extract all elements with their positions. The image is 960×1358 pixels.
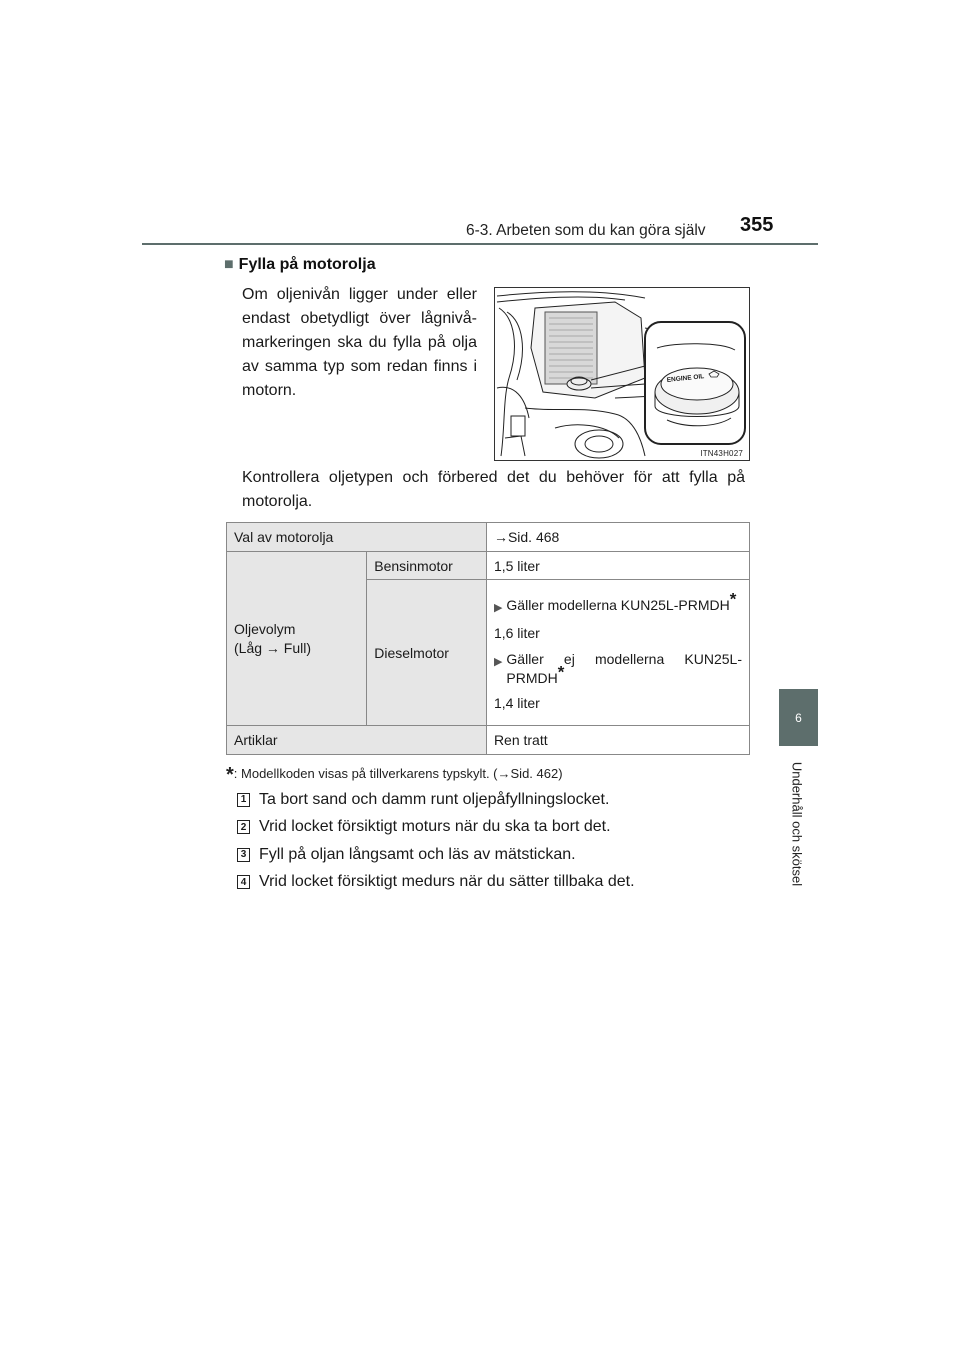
diesel-condition-2-text: Gäller ej modellerna KUN25L-PRMDH	[506, 651, 742, 686]
heading-text: Fylla på motorolja	[238, 256, 376, 273]
header-section-title: 6-3. Arbeten som du kan göra själv	[466, 222, 706, 239]
step-1	[237, 786, 757, 814]
step-text: Vrid locket försiktigt moturs när du ska ta bort det.	[259, 818, 611, 836]
table-row	[227, 523, 750, 552]
figure-code: ITN43H027	[700, 449, 743, 458]
step-number-box: 4	[237, 875, 250, 889]
petrol-engine-volume: 1,5 liter	[486, 552, 749, 580]
chapter-label	[782, 754, 812, 894]
engine-bay-drawing	[495, 288, 749, 460]
engine-oil-cap-illustration	[494, 287, 750, 461]
step-number-box: 2	[237, 820, 250, 834]
cap-label: ENGINE OIL	[666, 373, 705, 384]
step-number-box: 1	[237, 793, 250, 807]
triangle-bullet-icon: ▶	[493, 602, 503, 614]
procedure-steps	[237, 786, 757, 896]
diesel-condition-1	[493, 589, 742, 618]
step-3	[237, 841, 757, 869]
asterisk-marker: *	[729, 589, 737, 609]
footnote	[226, 761, 563, 784]
step-2	[237, 814, 757, 842]
table-row	[227, 552, 750, 580]
oil-volume-label-line2: (Låg → Full)	[234, 639, 312, 656]
section-heading	[224, 256, 376, 274]
oil-volume-label-line1: Oljevolym	[234, 620, 296, 637]
preparation-paragraph: Kontrollera oljetypen och förbered det du behöver för att fylla på motorolja.	[242, 469, 745, 510]
header-rule	[142, 243, 818, 245]
asterisk-marker: *	[557, 662, 565, 682]
heading-bullet: ■	[224, 256, 234, 273]
footnote-text: : Modellkoden visas på tillverkarens typskylt. (→Sid. 462)	[233, 766, 563, 781]
step-4	[237, 869, 757, 897]
articles-value: Ren tratt	[486, 726, 749, 755]
diesel-volume-2: 1,4 liter	[493, 695, 540, 711]
page-number: 355	[740, 214, 774, 236]
diesel-condition-2	[494, 650, 742, 688]
footnote-marker: *	[226, 764, 234, 786]
oil-selection-label: Val av motorolja	[227, 523, 487, 552]
oil-spec-table	[226, 522, 750, 755]
step-text: Vrid locket försiktigt medurs när du sätter tillbaka det.	[259, 873, 635, 891]
articles-label: Artiklar	[227, 726, 487, 755]
diesel-condition-1-text: Gäller modellerna KUN25L-PRMDH	[506, 597, 730, 613]
intro-paragraph: Om oljenivån ligger under eller endast obetydligt över lågnivå-markeringen ska du fylla på olja av samma typ som redan finns i motorn.	[242, 286, 477, 399]
step-text: Fyll på oljan långsamt och läs av mätstickan.	[259, 845, 576, 863]
diesel-engine-label: Dieselmotor	[367, 580, 487, 726]
oil-selection-value: →Sid. 468	[486, 523, 749, 552]
diesel-engine-values	[486, 580, 749, 726]
chapter-label-text: Underhåll och skötsel	[789, 761, 805, 887]
petrol-engine-label: Bensinmotor	[367, 552, 487, 580]
step-number-box: 3	[237, 848, 250, 862]
table-row	[227, 726, 750, 755]
chapter-tab	[779, 689, 818, 746]
step-text: Ta bort sand och damm runt oljepåfyllningslocket.	[259, 790, 610, 808]
oil-volume-label	[227, 552, 367, 726]
triangle-bullet-icon: ▶	[493, 656, 503, 668]
chapter-number: 6	[795, 710, 802, 725]
diesel-volume-1: 1,6 liter	[493, 625, 540, 641]
